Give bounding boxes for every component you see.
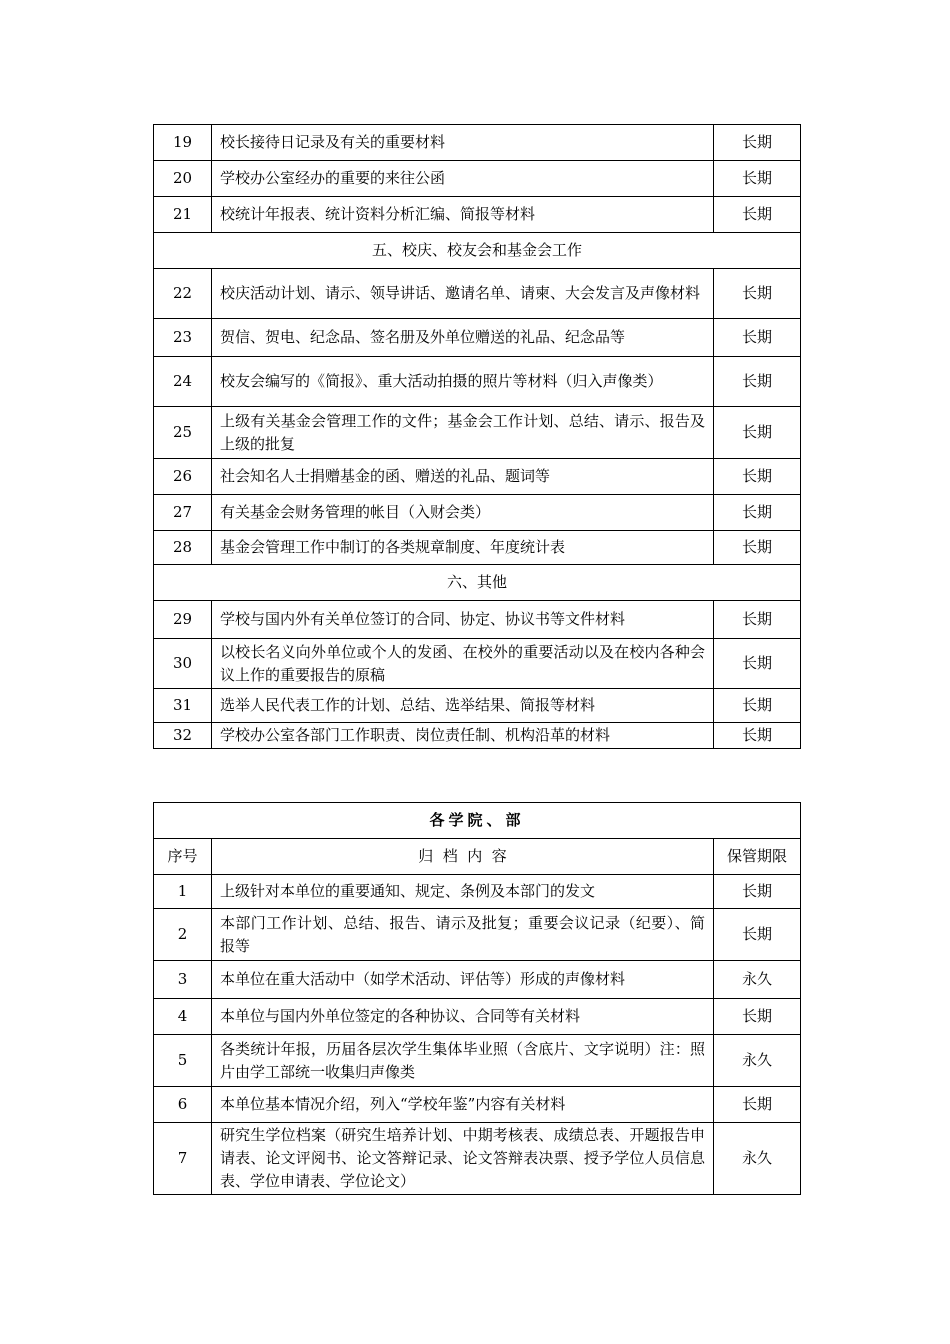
row-number: 30 — [154, 639, 212, 689]
row-content: 校庆活动计划、请示、领导讲话、邀请名单、请柬、大会发言及声像材料 — [212, 269, 714, 319]
row-retention: 长期 — [714, 161, 801, 197]
row-retention: 长期 — [714, 319, 801, 357]
table-row — [154, 531, 801, 565]
table-row — [154, 357, 801, 407]
row-content: 校统计年报表、统计资料分析汇编、简报等材料 — [212, 197, 714, 233]
table-row — [154, 1035, 801, 1087]
row-number: 2 — [154, 909, 212, 961]
table-row — [154, 639, 801, 689]
table-row — [154, 495, 801, 531]
row-retention: 长期 — [714, 125, 801, 161]
row-number: 27 — [154, 495, 212, 531]
archive-table-part1 — [153, 124, 801, 749]
row-retention: 永久 — [714, 961, 801, 999]
table-row — [154, 961, 801, 999]
table-row — [154, 407, 801, 459]
row-retention: 长期 — [714, 1087, 801, 1123]
row-number: 31 — [154, 689, 212, 723]
table-row — [154, 125, 801, 161]
row-content: 以校长名义向外单位或个人的发函、在校外的重要活动以及在校内各种会议上作的重要报告的原稿 — [212, 639, 714, 689]
row-number: 3 — [154, 961, 212, 999]
row-retention: 长期 — [714, 459, 801, 495]
row-content: 本单位与国内外单位签定的各种协议、合同等有关材料 — [212, 999, 714, 1035]
row-number: 29 — [154, 601, 212, 639]
college-archive-table-body — [154, 803, 801, 1195]
table-row — [154, 319, 801, 357]
row-retention: 长期 — [714, 601, 801, 639]
table-row — [154, 1123, 801, 1195]
row-content: 校长接待日记录及有关的重要材料 — [212, 125, 714, 161]
row-content: 上级有关基金会管理工作的文件；基金会工作计划、总结、请示、报告及上级的批复 — [212, 407, 714, 459]
row-number: 4 — [154, 999, 212, 1035]
row-retention: 长期 — [714, 407, 801, 459]
row-number: 32 — [154, 723, 212, 749]
table-title: 各学院、部 — [154, 803, 801, 839]
row-content: 学校办公室各部门工作职责、岗位责任制、机构沿革的材料 — [212, 723, 714, 749]
header-num: 序号 — [154, 839, 212, 875]
row-number: 28 — [154, 531, 212, 565]
row-number: 7 — [154, 1123, 212, 1195]
table-header-row — [154, 839, 801, 875]
section-heading: 六、其他 — [154, 565, 801, 601]
row-number: 1 — [154, 875, 212, 909]
row-retention: 永久 — [714, 1123, 801, 1195]
row-content: 社会知名人士捐赠基金的函、赠送的礼品、题词等 — [212, 459, 714, 495]
header-content: 归 档 内 容 — [212, 839, 714, 875]
row-content: 研究生学位档案（研究生培养计划、中期考核表、成绩总表、开题报告申请表、论文评阅书、论文答辩记录、论文答辩表决票、授予学位人员信息表、学位申请表、学位论文） — [212, 1123, 714, 1195]
row-content: 各类统计年报，历届各层次学生集体毕业照（含底片、文字说明）注：照片由学工部统一收集归声像类 — [212, 1035, 714, 1087]
row-retention: 长期 — [714, 531, 801, 565]
table-row — [154, 161, 801, 197]
row-retention: 长期 — [714, 495, 801, 531]
row-content: 本单位在重大活动中（如学术活动、评估等）形成的声像材料 — [212, 961, 714, 999]
table-row — [154, 1087, 801, 1123]
row-retention: 长期 — [714, 269, 801, 319]
row-number: 19 — [154, 125, 212, 161]
row-retention: 长期 — [714, 723, 801, 749]
row-retention: 长期 — [714, 875, 801, 909]
table-title-row — [154, 803, 801, 839]
row-retention: 永久 — [714, 1035, 801, 1087]
row-number: 23 — [154, 319, 212, 357]
row-number: 6 — [154, 1087, 212, 1123]
archive-table-part1-body — [154, 125, 801, 749]
row-retention: 长期 — [714, 909, 801, 961]
table-row — [154, 601, 801, 639]
table-row — [154, 197, 801, 233]
row-content: 学校办公室经办的重要的来往公函 — [212, 161, 714, 197]
row-content: 上级针对本单位的重要通知、规定、条例及本部门的发文 — [212, 875, 714, 909]
college-archive-table — [153, 802, 801, 1195]
row-content: 基金会管理工作中制订的各类规章制度、年度统计表 — [212, 531, 714, 565]
row-content: 有关基金会财务管理的帐目（入财会类） — [212, 495, 714, 531]
table-row — [154, 999, 801, 1035]
row-number: 5 — [154, 1035, 212, 1087]
row-number: 26 — [154, 459, 212, 495]
table-row — [154, 689, 801, 723]
row-content: 学校与国内外有关单位签订的合同、协定、协议书等文件材料 — [212, 601, 714, 639]
row-number: 22 — [154, 269, 212, 319]
header-retention: 保管期限 — [714, 839, 801, 875]
row-content: 本单位基本情况介绍，列入“学校年鉴”内容有关材料 — [212, 1087, 714, 1123]
row-content: 校友会编写的《简报》、重大活动拍摄的照片等材料（归入声像类） — [212, 357, 714, 407]
row-retention: 长期 — [714, 639, 801, 689]
table-row — [154, 909, 801, 961]
table-row — [154, 269, 801, 319]
table-row — [154, 723, 801, 749]
row-number: 20 — [154, 161, 212, 197]
row-retention: 长期 — [714, 999, 801, 1035]
row-retention: 长期 — [714, 197, 801, 233]
row-number: 21 — [154, 197, 212, 233]
table-row — [154, 875, 801, 909]
row-retention: 长期 — [714, 689, 801, 723]
row-content: 选举人民代表工作的计划、总结、选举结果、简报等材料 — [212, 689, 714, 723]
row-content: 贺信、贺电、纪念品、签名册及外单位赠送的礼品、纪念品等 — [212, 319, 714, 357]
table-row — [154, 459, 801, 495]
row-content: 本部门工作计划、总结、报告、请示及批复；重要会议记录（纪要）、简报等 — [212, 909, 714, 961]
section-row — [154, 233, 801, 269]
section-row — [154, 565, 801, 601]
row-retention: 长期 — [714, 357, 801, 407]
row-number: 25 — [154, 407, 212, 459]
row-number: 24 — [154, 357, 212, 407]
section-heading: 五、校庆、校友会和基金会工作 — [154, 233, 801, 269]
